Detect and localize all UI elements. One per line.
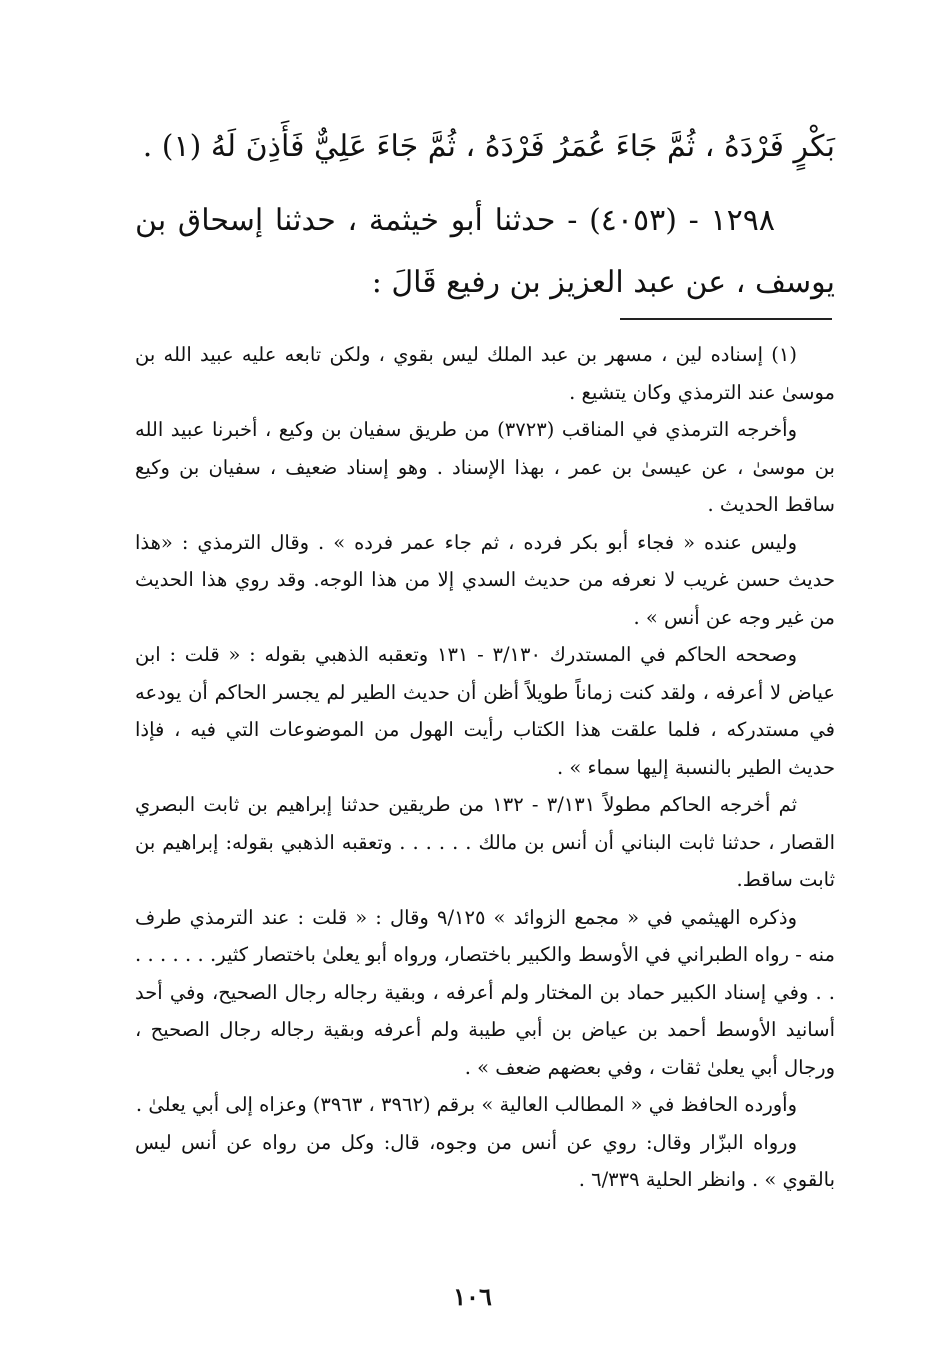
footnote-paragraph-haythami: وذكره الهيثمي في « مجمع الزوائد » ٩/١٢٥ وقال : « قلت : عند الترمذي طرف منه - رواه الطبراني في الأوسط والكبير باختصار، ورواه أبو يعلىٰ باختصار كثير. . . . . . . . . وفي إسناد الكبير حماد بن المختار ولم أعرفه ، وبقية رجاله رجال الصحيح، وفي أحد أسانيد الأوسط أحمد بن عياض بن أبي طيبة ولم أعرفه وبقية رجاله رجال الصحيح ، ورجال أبي يعلىٰ ثقات ، وفي بعضهم ضعف » .	[135, 905, 835, 1079]
footnote-paragraph-tirmidhi-comment: وليس عنده « فجاء أبو بكر فرده ، ثم جاء عمر فرده » . وقال الترمذي : «هذا حديث حسن غريب لا نعرفه من حديث السدي إلا من هذا الوجه. وقد روي هذا الحديث من غير وجه عن أنس » .	[135, 530, 836, 629]
main-text-line-1: بَكْرٍ فَرْدَهُ ، ثُمَّ جَاءَ عُمَرُ فَرْدَهُ ، ثُمَّ جَاءَ عَلِيٌّ فَأَذِنَ لَهُ (١) .	[142, 129, 835, 164]
footnote-1: (١) إسناده لين ، مسهر بن عبد الملك ليس بقوي ، ولكن تابعه عليه عبيد الله بن موسىٰ عند الترمذي وكان يتشيع .	[135, 343, 835, 404]
page-number: ١٠٦	[453, 1282, 492, 1311]
footnote-paragraph-hakim: وصححه الحاكم في المستدرك ٣/١٣٠ - ١٣١ وتعقبه الذهبي بقوله : « قلت : ابن عياض لا أعرفه ، ولقد كنت زماناً طويلاً أظن أن حديث الطير لم يجسر الحاكم أن يودعه في مستدركه ، فلما علقت هذا الكتاب رأيت الهول من الموضوعات التي فيه ، فإذا حديث الطير بالنسبة إليها سماء » .	[135, 643, 835, 779]
footnote-paragraph-bazzar: ورواه البزّار وقال: روي عن أنس من وجوه، قال: وكل من رواه عن أنس ليس بالقوي » . وانظر الحلية ٦/٣٣٩ .	[135, 1130, 835, 1191]
footnote-paragraph-hafiz: وأورده الحافظ في « المطالب العالية » برقم (٣٩٦٢ ، ٣٩٦٣) وعزاه إلى أبي يعلىٰ .	[135, 1093, 797, 1116]
footnotes	[135, 336, 835, 1199]
hadith-1298-paragraph: ١٢٩٨ - (٤٠٥٣) - حدثنا أبو خيثمة ، حدثنا إسحاق بن يوسف ، عن عبد العزيز بن رفيع قَالَ :	[135, 203, 835, 300]
footnote-paragraph-hakim-2: ثم أخرجه الحاكم مطولاً ٣/١٣١ - ١٣٢ من طريقين حدثنا إبراهيم بن ثابت البصري القصار ، حدثنا ثابت البناني أن أنس بن مالك . . . . . . وتعقبه الذهبي بقوله: إبراهيم بن ثابت ساقط.	[135, 793, 835, 891]
footnote-separator	[620, 318, 832, 320]
footnote-paragraph-tirmidhi: وأخرجه الترمذي في المناقب (٣٧٢٣) من طريق سفيان بن وكيع ، أخبرنا عبيد الله بن موسىٰ ، عن عيسىٰ بن عمر ، بهذا الإسناد . وهو إسناد ضعيف ، سفيان بن وكيع ساقط الحديث .	[135, 418, 835, 516]
